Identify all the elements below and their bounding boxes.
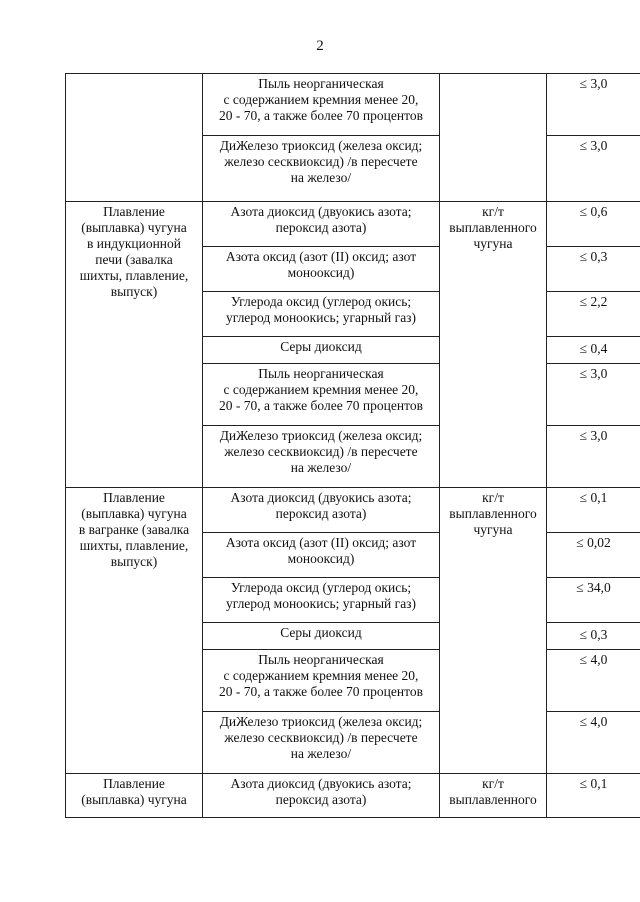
value-cell: ≤ 0,02	[547, 533, 640, 578]
substance-cell: Азота диоксид (двуокись азота; пероксид азота)	[203, 202, 440, 247]
substance-cell: ДиЖелезо триоксид (железа оксид; железо сесквиоксид) /в пересчете на железо/	[203, 712, 440, 774]
process-cell: Плавление (выплавка) чугуна	[66, 774, 203, 818]
value-cell: ≤ 0,3	[547, 623, 640, 650]
table-row	[66, 774, 640, 818]
substance-cell: Углерода оксид (углерод окись; углерод моноокись; угарный газ)	[203, 292, 440, 337]
substance-cell: Углерода оксид (углерод окись; углерод моноокись; угарный газ)	[203, 578, 440, 623]
value-cell: ≤ 3,0	[547, 136, 640, 202]
process-cell	[66, 74, 203, 202]
value-cell: ≤ 34,0	[547, 578, 640, 623]
substance-cell: Серы диоксид	[203, 623, 440, 650]
table-row	[66, 74, 640, 136]
unit-cell	[440, 74, 547, 202]
value-cell: ≤ 3,0	[547, 364, 640, 426]
substance-cell: Пыль неорганическая с содержанием кремния менее 20, 20 - 70, а также более 70 процентов	[203, 650, 440, 712]
substance-cell: Азота оксид (азот (II) оксид; азот монооксид)	[203, 533, 440, 578]
substance-cell: Азота оксид (азот (II) оксид; азот монооксид)	[203, 247, 440, 292]
process-cell: Плавление (выплавка) чугуна в индукционной печи (завалка шихты, плавление, выпуск)	[66, 202, 203, 488]
value-cell: ≤ 3,0	[547, 426, 640, 488]
value-cell: ≤ 3,0	[547, 74, 640, 136]
value-cell: ≤ 2,2	[547, 292, 640, 337]
substance-cell: Пыль неорганическая с содержанием кремния менее 20, 20 - 70, а также более 70 процентов	[203, 74, 440, 136]
substance-cell: ДиЖелезо триоксид (железа оксид; железо сесквиоксид) /в пересчете на железо/	[203, 426, 440, 488]
value-cell: ≤ 4,0	[547, 712, 640, 774]
unit-cell: кг/т выплавленного чугуна	[440, 202, 547, 488]
substance-cell: Пыль неорганическая с содержанием кремния менее 20, 20 - 70, а также более 70 процентов	[203, 364, 440, 426]
table-row	[66, 202, 640, 247]
substance-cell: Азота диоксид (двуокись азота; пероксид азота)	[203, 774, 440, 818]
value-cell: ≤ 0,1	[547, 774, 640, 818]
value-cell: ≤ 0,1	[547, 488, 640, 533]
process-cell: Плавление (выплавка) чугуна в вагранке (завалка шихты, плавление, выпуск)	[66, 488, 203, 774]
page-number: 2	[316, 38, 324, 54]
substance-cell: ДиЖелезо триоксид (железа оксид; железо сесквиоксид) /в пересчете на железо/	[203, 136, 440, 202]
value-cell: ≤ 4,0	[547, 650, 640, 712]
value-cell: ≤ 0,3	[547, 247, 640, 292]
substance-cell: Азота диоксид (двуокись азота; пероксид азота)	[203, 488, 440, 533]
unit-cell: кг/т выплавленного чугуна	[440, 488, 547, 774]
value-cell: ≤ 0,4	[547, 337, 640, 364]
emission-norms-table	[65, 73, 640, 818]
unit-cell: кг/т выплавленного	[440, 774, 547, 818]
substance-cell: Серы диоксид	[203, 337, 440, 364]
value-cell: ≤ 0,6	[547, 202, 640, 247]
table-row	[66, 488, 640, 533]
